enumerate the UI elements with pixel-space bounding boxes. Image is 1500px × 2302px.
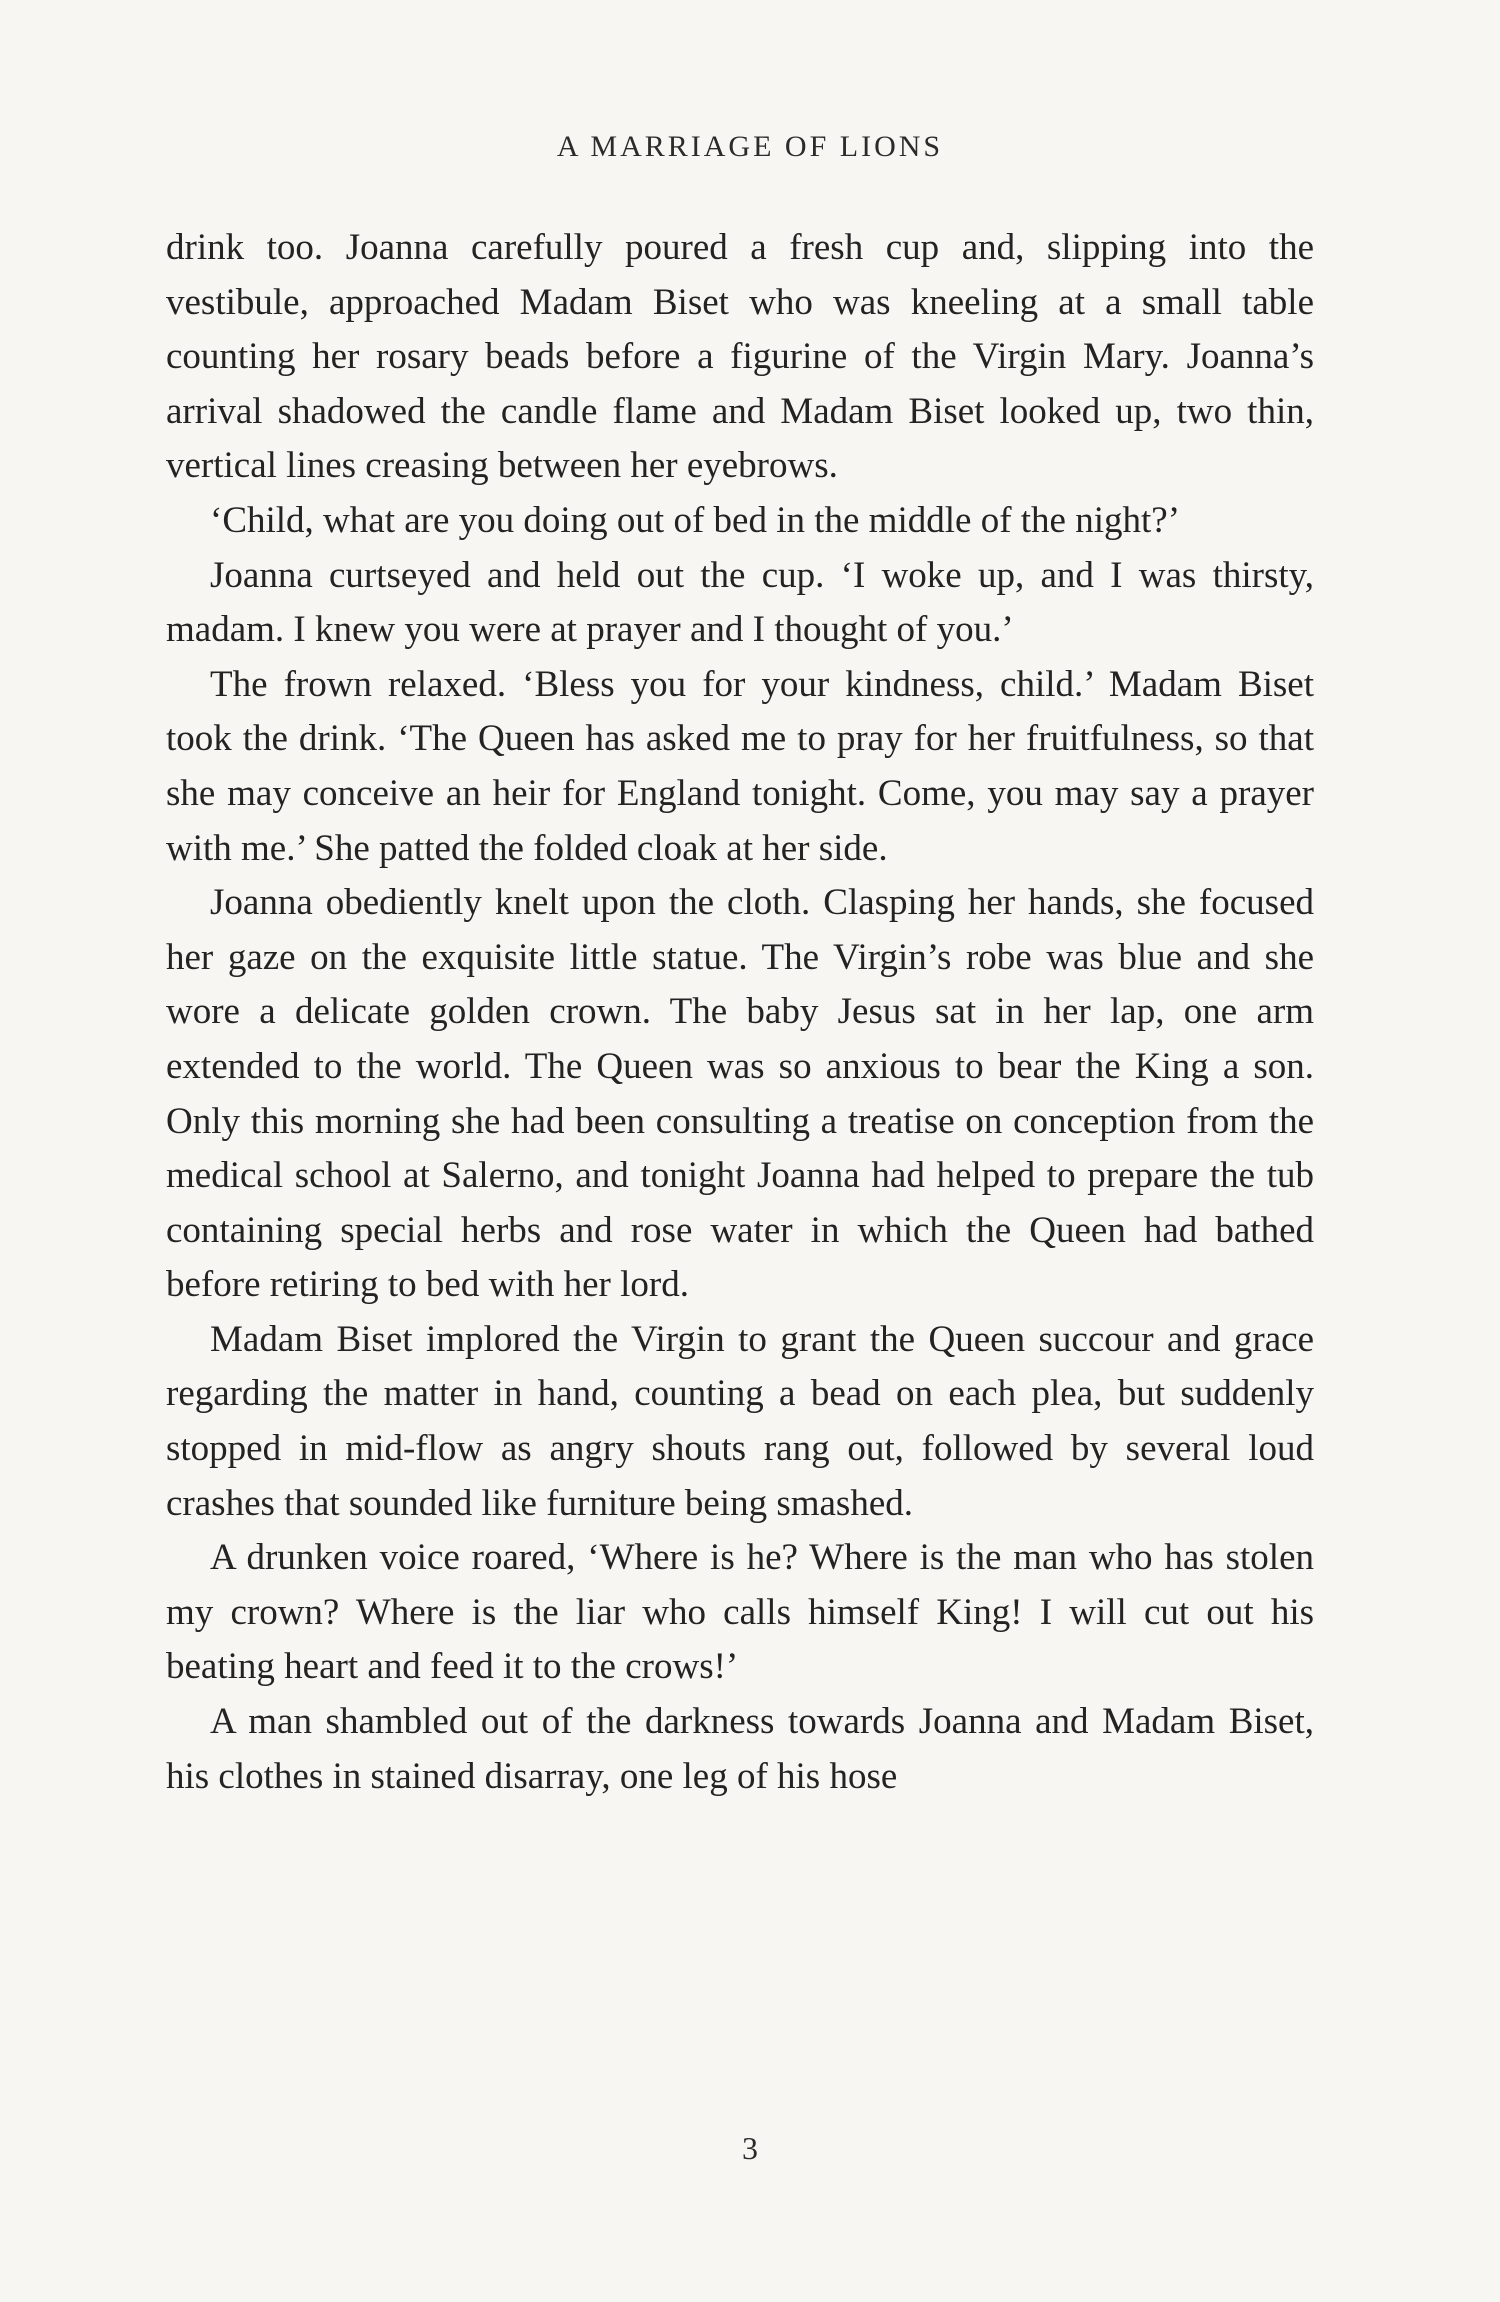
paragraph: A man shambled out of the darkness towards Joanna and Madam Biset, his clothes in stained disarray, one leg of his hose (166, 1701, 1314, 1797)
paragraph: drink too. Joanna carefully poured a fresh cup and, slipping into the vestibule, approached Madam Biset who was kneeling at a small table counting her rosary beads before a figurine of the Virgin Mary. Joanna’s arrival shadowed the candle flame and Madam Biset looked up, two thin, vertical lines creasing between her eyebrows. (166, 227, 1314, 487)
paragraph: ‘Child, what are you doing out of bed in the middle of the night?’ (210, 499, 1181, 541)
paragraph: Joanna obediently knelt upon the cloth. Clasping her hands, she focused her gaze on the exquisite little statue. The Virgin’s robe was blue and she wore a delicate golden crown. The baby Jesus sat in her lap, one arm extended to the world. The Queen was so anxious to bear the King a son. Only this morning she had been consulting a treatise on conception from the medical school at Salerno, and tonight Joanna had helped to prepare the tub containing special herbs and rose water in which the Queen had bathed before retiring to bed with her lord. (166, 882, 1314, 1306)
body-text (166, 221, 1314, 1804)
paragraph: The frown relaxed. ‘Bless you for your kindness, child.’ Madam Biset took the drink. ‘The Queen has asked me to pray for her fruitfulness, so that she may conceive an heir for England tonight. Come, you may say a prayer with me.’ She patted the folded cloak at her side. (166, 663, 1314, 869)
page-number: 3 (742, 2130, 758, 2166)
paragraph: A drunken voice roared, ‘Where is he? Where is the man who has stolen my crown? Where is the liar who calls himself King! I will cut out his beating heart and feed it to the crows!’ (166, 1537, 1314, 1688)
paragraph: Joanna curtseyed and held out the cup. ‘I woke up, and I was thirsty, madam. I knew you were at prayer and I thought of you.’ (166, 554, 1314, 651)
running-head: A MARRIAGE OF LIONS (556, 130, 944, 163)
paragraph: Madam Biset implored the Virgin to grant the Queen succour and grace regarding the matter in hand, counting a bead on each plea, but suddenly stopped in mid-flow as angry shouts rang out, followed by several loud crashes that sounded like furniture being smashed. (166, 1318, 1314, 1524)
